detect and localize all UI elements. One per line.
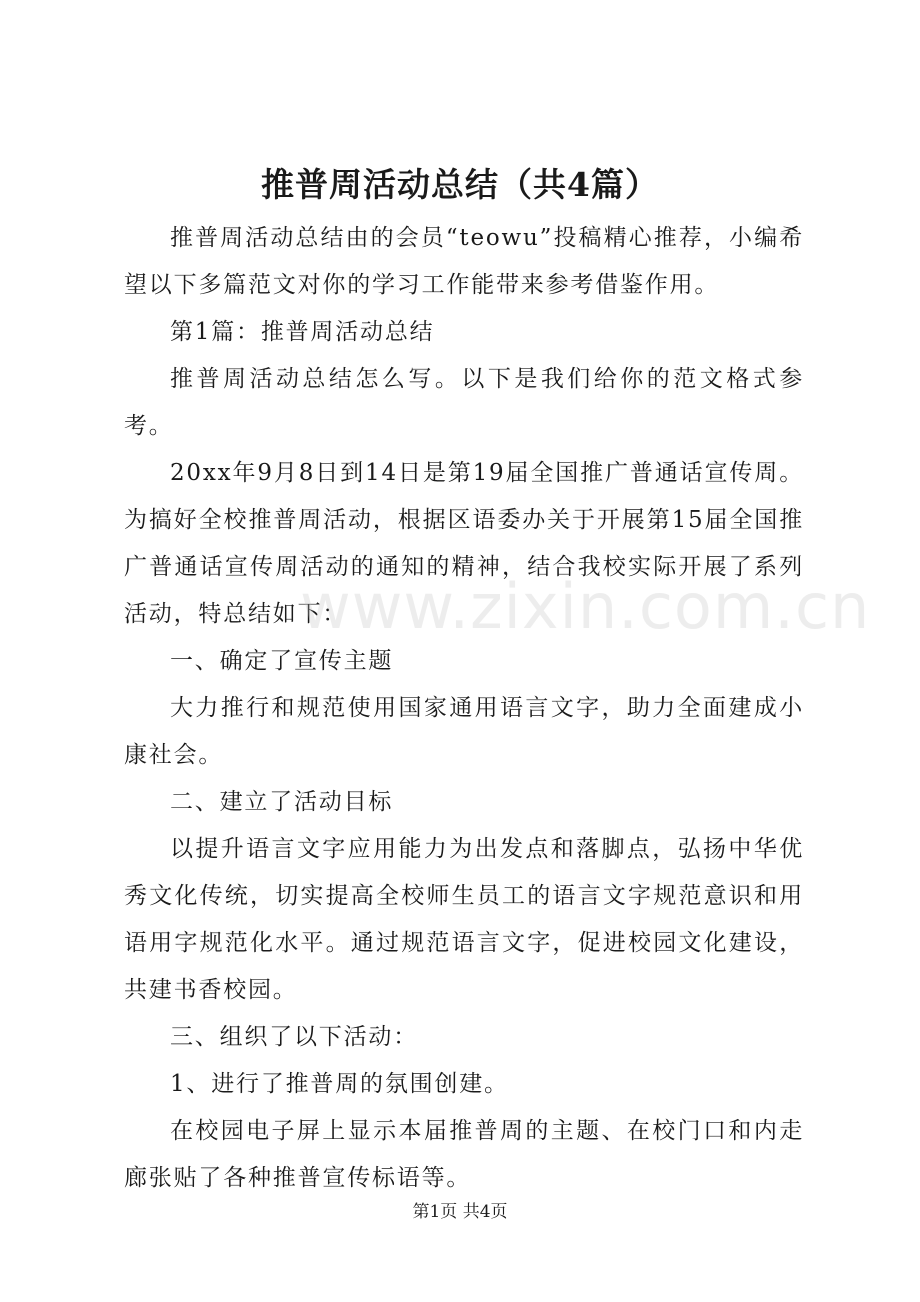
document-body bbox=[124, 215, 804, 1202]
paragraph-part1-heading: 第1篇：推普周活动总结 bbox=[170, 319, 435, 345]
paragraph-theme: 大力推行和规范使用国家通用语言文字，助力全面建成小康社会。 bbox=[124, 695, 804, 768]
section-heading-goal: 二、建立了活动目标 bbox=[170, 789, 394, 815]
paragraph-intro: 推普周活动总结由的会员“teowu”投稿精心推荐，小编希望以下多篇范文对你的学习工作能带来参考借鉴作用。 bbox=[124, 225, 804, 298]
paragraph-goal: 以提升语言文字应用能力为出发点和落脚点，弘扬中华优秀文化传统，切实提高全校师生员工的语言文字规范意识和用语用字规范化水平。通过规范语言文字，促进校园文化建设，共建书香校园。 bbox=[124, 836, 804, 1003]
section-heading-activities: 三、组织了以下活动： bbox=[170, 1024, 418, 1050]
paragraph-activity-1-detail: 在校园电子屏上显示本届推普周的主题、在校门口和内走廊张贴了各种推普宣传标语等。 bbox=[124, 1118, 804, 1191]
section-heading-theme: 一、确定了宣传主题 bbox=[170, 648, 394, 674]
page-footer: 第1页 共4页 bbox=[412, 1202, 508, 1222]
activity-item-1: 1、进行了推普周的氛围创建。 bbox=[170, 1071, 509, 1097]
watermark: www.zixin.com.cn bbox=[300, 570, 871, 643]
paragraph-how-to: 推普周活动总结怎么写。以下是我们给你的范文格式参考。 bbox=[124, 366, 804, 439]
paragraph-background: 20xx年9月8日到14日是第19届全国推广普通话宣传周。为搞好全校推普周活动，根据区语委办关于开展第15届全国推广普通话宣传周活动的通知的精神，结合我校实际开展了系列活动，特总结如下： bbox=[124, 460, 804, 627]
document-title: 推普周活动总结（共4篇） bbox=[261, 165, 659, 204]
